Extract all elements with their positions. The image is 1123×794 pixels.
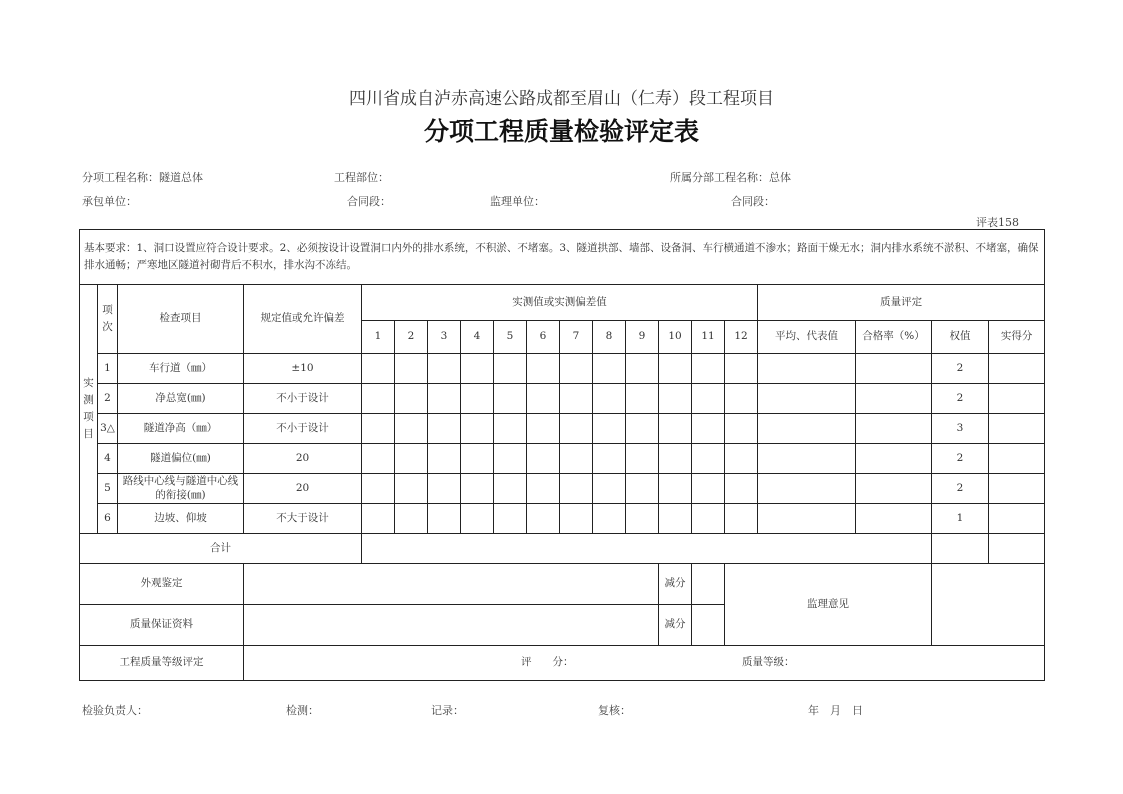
appearance-label: 外观鉴定	[80, 564, 244, 605]
row-no: 6	[98, 504, 118, 534]
supervision-label: 监理意见	[725, 564, 932, 646]
row-score[interactable]	[989, 414, 1045, 444]
row-score[interactable]	[989, 444, 1045, 474]
measure-col-header: 6	[527, 321, 560, 354]
row-weight: 2	[932, 474, 989, 504]
side-label-cell	[80, 285, 98, 534]
measure-col-header: 2	[395, 321, 428, 354]
total-row	[80, 534, 1045, 564]
score-header: 实得分	[989, 321, 1045, 354]
contract-section: 合同段：	[347, 195, 391, 208]
table-row	[80, 504, 1045, 534]
row-no: 2	[98, 384, 118, 414]
table-row	[80, 384, 1045, 414]
subitem-name: 分项工程名称：隧道总体	[82, 171, 203, 184]
row-avg[interactable]	[758, 444, 856, 474]
appearance-deduct-label: 减分	[659, 564, 692, 605]
total-weight[interactable]	[932, 534, 989, 564]
item-no-header-text: 项 次	[102, 304, 113, 333]
row-avg[interactable]	[758, 384, 856, 414]
row-item: 净总宽(㎜)	[118, 384, 244, 414]
table-row	[80, 444, 1045, 474]
measure-col-header: 3	[428, 321, 461, 354]
quality-docs-deduct-label: 减分	[659, 605, 692, 646]
quality-docs-label: 质量保证资料	[80, 605, 244, 646]
row-pass-rate[interactable]	[856, 354, 932, 384]
item-no-header	[98, 285, 118, 354]
measure-col-header: 4	[461, 321, 494, 354]
measure-col-header: 8	[593, 321, 626, 354]
total-score[interactable]	[989, 534, 1045, 564]
measure-col-header: 12	[725, 321, 758, 354]
row-weight: 1	[932, 504, 989, 534]
measure-col-header: 5	[494, 321, 527, 354]
weight-header: 权值	[932, 321, 989, 354]
row-pass-rate[interactable]	[856, 444, 932, 474]
row-avg[interactable]	[758, 414, 856, 444]
inspection-table	[79, 229, 1045, 681]
row-score[interactable]	[989, 354, 1045, 384]
measure-col-header: 9	[626, 321, 659, 354]
row-no: 5	[98, 474, 118, 504]
quality-docs-deduct-value[interactable]	[692, 605, 725, 646]
row-avg[interactable]	[758, 474, 856, 504]
row-item: 边坡、仰坡	[118, 504, 244, 534]
row-avg[interactable]	[758, 354, 856, 384]
appearance-deduct-value[interactable]	[692, 564, 725, 605]
basic-requirements: 基本要求：1、洞口设置应符合设计要求。2、必须按设计设置洞口内外的排水系统，不积淤、不堵塞。3、隧道拱部、墙部、设备洞、车行横通道不渗水；路面干燥无水；洞内排水系统不淤积、不堵塞，确保排水通畅；严寒地区隧道衬砌背后不积水，排水沟不冻结。	[80, 230, 1045, 285]
pass-rate-header: 合格率（%）	[856, 321, 932, 354]
row-weight: 2	[932, 354, 989, 384]
measure-col-header: 10	[659, 321, 692, 354]
recorder-signature: 记录：	[431, 704, 464, 717]
check-item-header: 检查项目	[118, 285, 244, 354]
table-row	[80, 474, 1045, 504]
project-name: 四川省成自泸赤高速公路成都至眉山（仁寿）段工程项目	[349, 89, 774, 109]
reviewer-signature: 复核：	[598, 704, 631, 717]
total-label: 合计	[80, 534, 362, 564]
supervisor-unit: 监理单位：	[490, 195, 545, 208]
appearance-value[interactable]	[244, 564, 659, 605]
grade-value	[244, 646, 1045, 681]
inspector-signature: 检验负责人：	[82, 704, 148, 717]
row-spec: 不大于设计	[244, 504, 362, 534]
avg-header: 平均、代表值	[758, 321, 856, 354]
row-spec: ±10	[244, 354, 362, 384]
table-row	[80, 354, 1045, 384]
row-item: 车行道（㎜）	[118, 354, 244, 384]
quality-docs-value[interactable]	[244, 605, 659, 646]
row-weight: 2	[932, 384, 989, 414]
row-spec: 不小于设计	[244, 384, 362, 414]
appearance-row	[80, 564, 1045, 605]
row-pass-rate[interactable]	[856, 414, 932, 444]
grade-label: 工程质量等级评定	[80, 646, 244, 681]
measure-col-header: 11	[692, 321, 725, 354]
row-item: 隧道净高（㎜）	[118, 414, 244, 444]
quality-header: 质量评定	[758, 285, 1045, 321]
row-item: 隧道偏位(㎜)	[118, 444, 244, 474]
measure-col-header: 1	[362, 321, 395, 354]
row-no: 3△	[98, 414, 118, 444]
grade-row	[80, 646, 1045, 681]
score-field-label: 评 分：	[521, 656, 574, 668]
parent-project: 所属分部工程名称：总体	[670, 171, 791, 184]
supervision-value[interactable]	[932, 564, 1045, 646]
work-location: 工程部位：	[334, 171, 389, 184]
row-score[interactable]	[989, 474, 1045, 504]
form-title: 分项工程质量检验评定表	[423, 117, 699, 146]
row-spec: 不小于设计	[244, 414, 362, 444]
row-pass-rate[interactable]	[856, 384, 932, 414]
sign-date: 年 月 日	[808, 704, 863, 717]
table-row	[80, 414, 1045, 444]
total-value[interactable]	[362, 534, 932, 564]
grade-level-label: 质量等级：	[742, 656, 795, 668]
row-avg[interactable]	[758, 504, 856, 534]
row-pass-rate[interactable]	[856, 474, 932, 504]
contractor: 承包单位：	[82, 195, 137, 208]
row-weight: 3	[932, 414, 989, 444]
side-label: 实 测 项 目	[83, 377, 94, 440]
contract-section-2: 合同段：	[731, 195, 775, 208]
measured-header: 实测值或实测偏差值	[362, 285, 758, 321]
row-no: 1	[98, 354, 118, 384]
tester-signature: 检测：	[286, 704, 319, 717]
row-score[interactable]	[989, 504, 1045, 534]
row-no: 4	[98, 444, 118, 474]
row-score[interactable]	[989, 384, 1045, 414]
form-number: 评表158	[976, 216, 1019, 229]
row-spec: 20	[244, 474, 362, 504]
row-pass-rate[interactable]	[856, 504, 932, 534]
row-spec: 20	[244, 444, 362, 474]
measure-col-header: 7	[560, 321, 593, 354]
row-item: 路线中心线与隧道中心线的衔接(㎜)	[118, 474, 244, 504]
row-weight: 2	[932, 444, 989, 474]
spec-header: 规定值或允许偏差	[244, 285, 362, 354]
